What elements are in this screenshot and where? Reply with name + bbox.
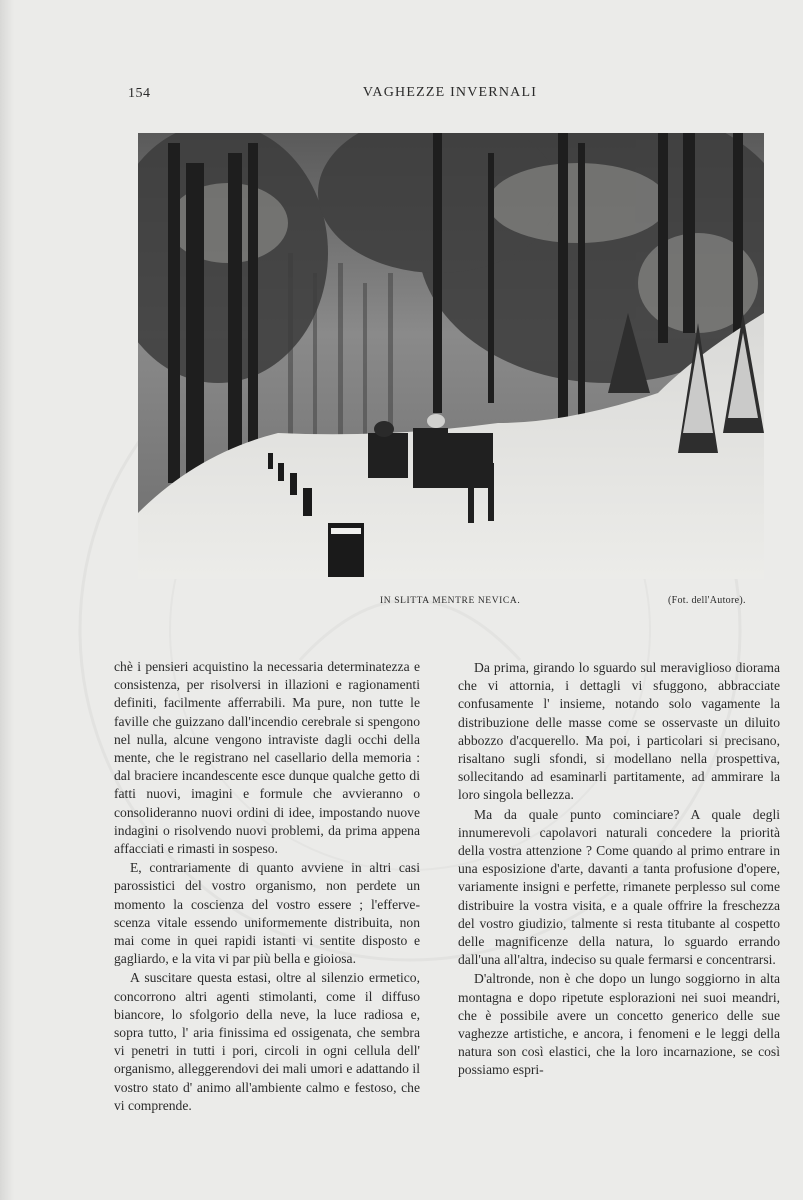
- text-column-left: [114, 658, 420, 1115]
- paragraph: Ma da quale punto cominciare? A quale degli innumerevoli capolavori naturali concedere la priorità della vostra attenzione ? Come quando al primo entrare in una esposizione d'arte, davanti a tanta profusione d'opere, variamente insigni e perfette, rimanete perplesso sul come distribuire la vostra visita, e a quale offrire la freschezza del vostro giudizio, talmente si resta titubante al cospetto delle magnificenze della natura, lo sguardo errando dall'una all'altra, indeciso su quale fermarsi e concentrarsi.: [458, 806, 780, 968]
- photo-credit: (Fot. dell'Autore).: [668, 595, 746, 606]
- running-title: VAGHEZZE INVERNALI: [362, 85, 538, 100]
- text-column-right: [458, 658, 780, 1080]
- paragraph: chè i pensieri acquistino la necessaria determinatezza e consistenza, per risolversi in illazioni e ragionamenti definiti, facilmente afferrabili. Ma pure, non tutte le faville che guizzano dall'incendio cerebrale si spengono nel nulla, alcune vengono intraviste dagli occhi della mente, che le registrano nel casellario della memoria : dal braciere incandescente esce dunque qualche getto di fatti nuovi, imagini e formule che avvieranno o consolideranno nuovi ordini di idee, impostando nuove indagini o risolvendo nuovi problemi, da prima appena affacciati e rimasti in sospeso.: [114, 659, 420, 857]
- page-number: 154: [128, 86, 151, 101]
- photograph-sleigh-in-snowy-forest: [138, 133, 764, 579]
- paragraph: D'altronde, non è che dopo un lungo soggiorno in alta montagna e dopo ripetute esplorazioni nei suoi meandri, che è possibile avere un concetto generico delle sue vaghezze artistiche, e ancora, i fenomeni e le leggi della natura son così elastici, che la loro incarnazione, se così possiamo espri-: [458, 971, 780, 1078]
- page-edge-shadow: [0, 0, 14, 1200]
- photo-caption: IN SLITTA MENTRE NEVICA.: [380, 596, 521, 606]
- paragraph: Da prima, girando lo sguardo sul meraviglioso diorama che vi attornia, i dettagli vi sfuggono, abbracciate confusamente l' insieme, notando solo vagamente la distribuzione delle masse come se osservaste un diluito abbozzo d'acquerello. Ma poi, i particolari si precisano, risaltano sugli sfondi, si modellano nella prospettiva, sollecitando ad esaminarli partitamente, ad ammirare la loro singola bellezza.: [458, 660, 780, 803]
- paragraph: E, contrariamente di quanto avviene in altri casi parossistici del vostro organismo, non perdete un momento la coscienza del vostro essere ; l'effervescenza vitale essendo uniformemente distribuita, non mai come in quei rapidi istanti vi sentite disposto e gagliardo, e la vita vi par più bella e gioiosa.: [114, 860, 420, 967]
- paragraph: A suscitare questa estasi, oltre al silenzio ermetico, concorrono altri agenti stimolanti, come il diffuso biancore, lo sfolgorio della neve, la luce radiosa e, sopra tutto, l' aria finissima ed ossigenata, che sembra vi penetri in tutti i pori, circoli in ogni cellula dell' organismo, alleggerendovi dei mali umori e adattando il vostro stato d' animo all'ambiente calmo e festoso, che vi comprende.: [114, 970, 420, 1113]
- snow-forest-photo-illustration: [138, 133, 764, 579]
